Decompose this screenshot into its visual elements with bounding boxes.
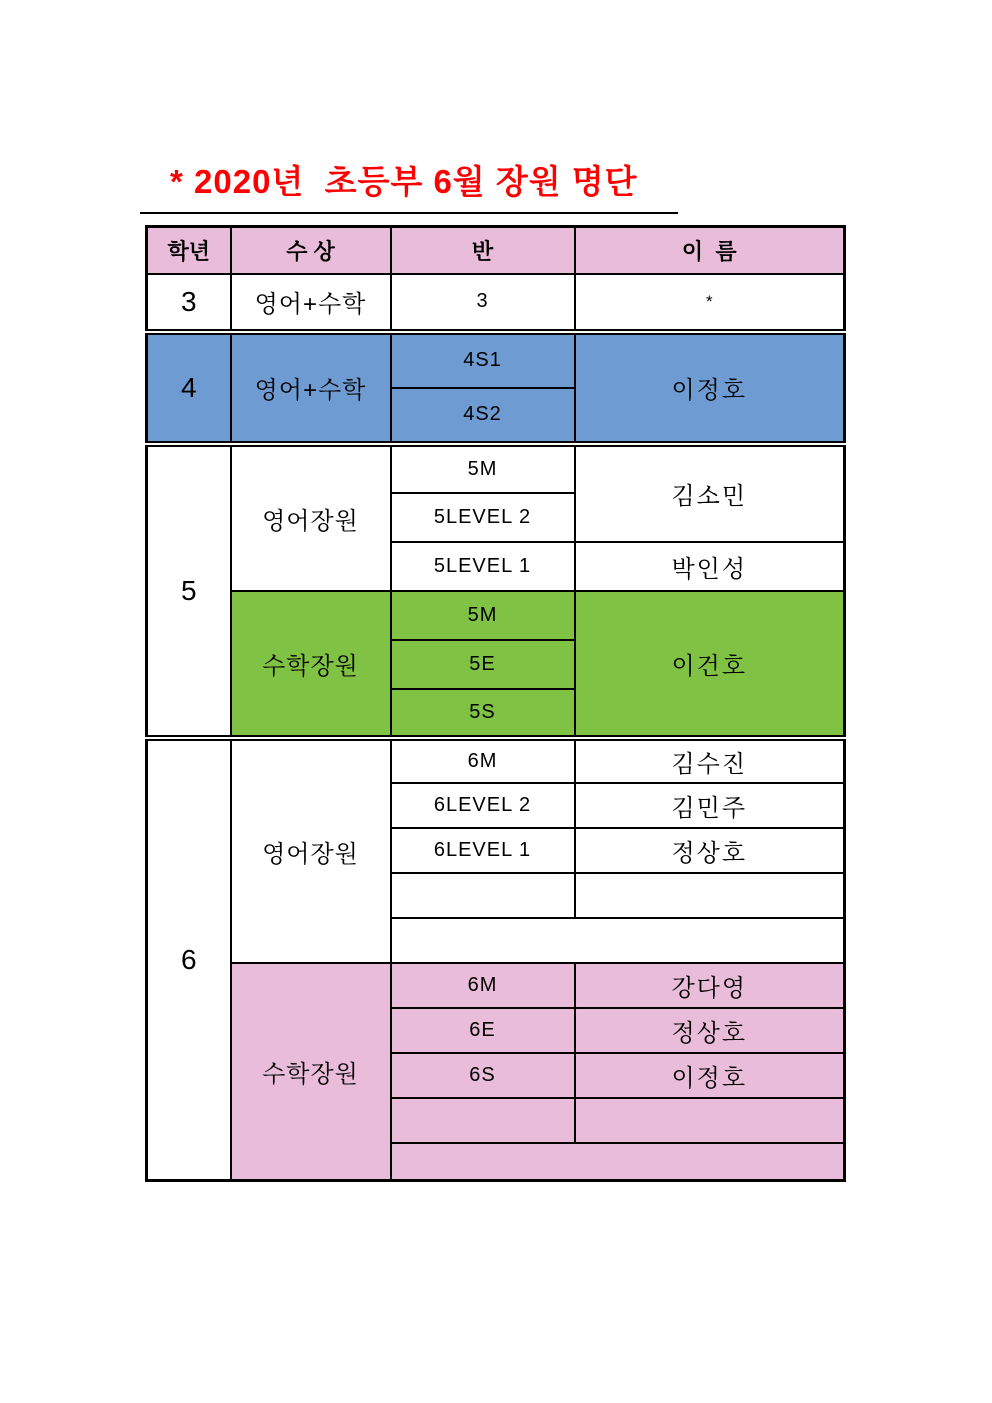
cell-grade6-eng-class3: 6LEVEL 1 [391, 828, 575, 873]
header-class: 반 [391, 227, 575, 274]
table-row-grade5-eng1 [147, 444, 845, 493]
page-title: * 2020년 초등부 6월 장원 명단 [140, 156, 678, 214]
cell-grade6-math-class1: 6M [391, 963, 575, 1008]
cell-grade3-grade: 3 [147, 274, 231, 332]
cell-grade5-math-class2: 5E [391, 640, 575, 689]
cell-grade5-math-class1: 5M [391, 591, 575, 640]
cell-grade6-eng-name2: 김민주 [575, 783, 845, 828]
cell-grade5-math-class3: 5S [391, 689, 575, 738]
cell-grade5-eng-class2: 5LEVEL 2 [391, 493, 575, 542]
cell-grade6-math-award: 수학장원 [231, 963, 391, 1181]
cell-grade6-math-class2: 6E [391, 1008, 575, 1053]
cell-grade4-class1: 4S1 [391, 332, 575, 388]
cell-grade6-eng-name4 [575, 873, 845, 918]
cell-grade5-math-name: 이건호 [575, 591, 845, 738]
cell-grade6-english-award: 영어장원 [231, 738, 391, 963]
cell-grade5-eng-name3: 박인성 [575, 542, 845, 591]
cell-grade6-math-name3: 이정호 [575, 1053, 845, 1098]
cell-grade3-award: 영어+수학 [231, 274, 391, 332]
header-name: 이 름 [575, 227, 845, 274]
cell-grade4-award: 영어+수학 [231, 332, 391, 444]
cell-grade5-math-award: 수학장원 [231, 591, 391, 738]
cell-grade5-english-award: 영어장원 [231, 444, 391, 591]
cell-grade6-math-class3: 6S [391, 1053, 575, 1098]
cell-grade6-math-name2: 정상호 [575, 1008, 845, 1053]
cell-grade6-eng-class1: 6M [391, 738, 575, 783]
table-row-grade4-1 [147, 332, 845, 388]
cell-grade6-math-name1: 강다영 [575, 963, 845, 1008]
cell-grade6-eng-class2: 6LEVEL 2 [391, 783, 575, 828]
cell-grade4-grade: 4 [147, 332, 231, 444]
cell-grade6-eng-merged [391, 918, 845, 963]
table-row-grade6-eng1 [147, 738, 845, 783]
cell-grade6-eng-name3: 정상호 [575, 828, 845, 873]
header-grade: 학년 [147, 227, 231, 274]
cell-grade4-class2: 4S2 [391, 388, 575, 444]
champion-list-table [145, 225, 846, 1182]
cell-grade6-eng-name1: 김수진 [575, 738, 845, 783]
cell-grade5-eng-class3: 5LEVEL 1 [391, 542, 575, 591]
cell-grade5-grade: 5 [147, 444, 231, 738]
cell-grade5-eng-name12: 김소민 [575, 444, 845, 542]
cell-grade3-class: 3 [391, 274, 575, 332]
table-row-grade5-math1 [147, 591, 845, 640]
cell-grade5-eng-class1: 5M [391, 444, 575, 493]
cell-grade6-grade: 6 [147, 738, 231, 1181]
cell-grade6-math-class4 [391, 1098, 575, 1143]
cell-grade3-name: * [575, 274, 845, 332]
table-header-row [147, 227, 845, 274]
cell-grade6-eng-class4 [391, 873, 575, 918]
table-row-grade3 [147, 274, 845, 332]
cell-grade6-math-name4 [575, 1098, 845, 1143]
cell-grade6-math-merged [391, 1143, 845, 1181]
cell-grade4-name: 이정호 [575, 332, 845, 444]
header-award: 수 상 [231, 227, 391, 274]
table-row-grade6-math1 [147, 963, 845, 1008]
